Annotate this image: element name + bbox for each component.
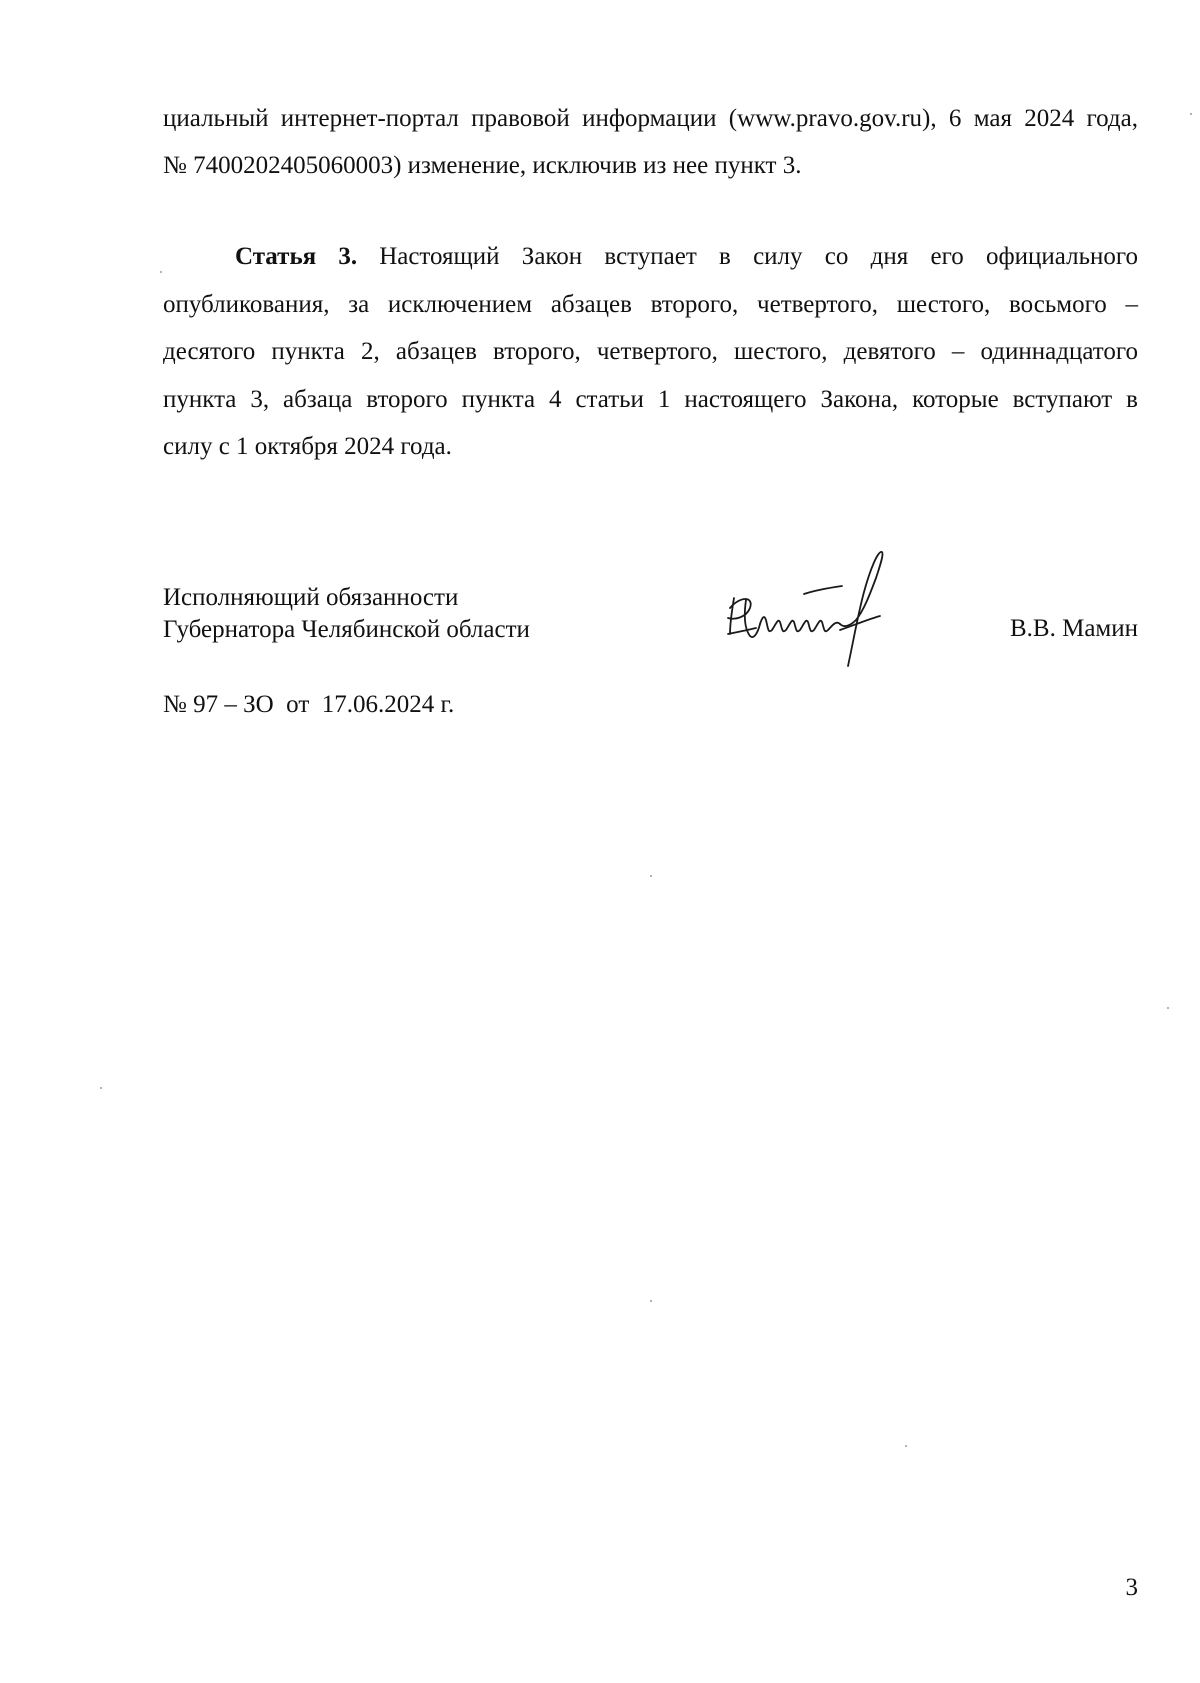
law-number-and-date: № 97 – ЗО от 17.06.2024 г. [163, 691, 455, 718]
scan-speck [650, 1300, 652, 1302]
scan-speck [100, 1087, 102, 1089]
scan-speck [1190, 113, 1192, 115]
scan-speck [905, 1445, 907, 1447]
scan-speck [650, 875, 652, 877]
signatory-position-line-2: Губернатора Челябинской области [163, 616, 530, 643]
article-3-line-4: пункта 3, абзаца второго пункта 4 статьи 1 настоящего Закона, которые вступают в [163, 385, 1138, 413]
signatory-position-line-1: Исполняющий обязанности [163, 584, 459, 611]
page-number: 3 [1125, 1574, 1138, 1601]
signatory-position [163, 582, 530, 646]
continuation-paragraph [163, 95, 1138, 189]
article-3-line-2: опубликования, за исключением абзацев второго, четвертого, шестого, восьмого – [163, 290, 1138, 318]
article-3-line-1-text: Настоящий Закон вступает в силу со дня его официального [379, 243, 1138, 270]
signatory-name: В.В. Мамин [1009, 615, 1138, 642]
handwritten-signature [720, 548, 940, 683]
scan-speck [1167, 1007, 1169, 1009]
article-3-line-1 [163, 233, 1138, 281]
article-3 [163, 233, 1138, 471]
article-3-line-3: десятого пункта 2, абзацев второго, четвертого, шестого, девятого – одиннадцатого [163, 338, 1138, 365]
continuation-line-1: циальный интернет-портал правовой информации (www.pravo.gov.ru), 6 мая 2024 года, [163, 105, 1138, 132]
continuation-line-2: № 7400202405060003) изменение, исключив из нее пункт 3. [163, 152, 802, 179]
article-3-line-5: силу с 1 октября 2024 года. [163, 433, 452, 460]
article-3-label: Статья 3. [235, 243, 358, 270]
scan-speck [160, 271, 162, 273]
